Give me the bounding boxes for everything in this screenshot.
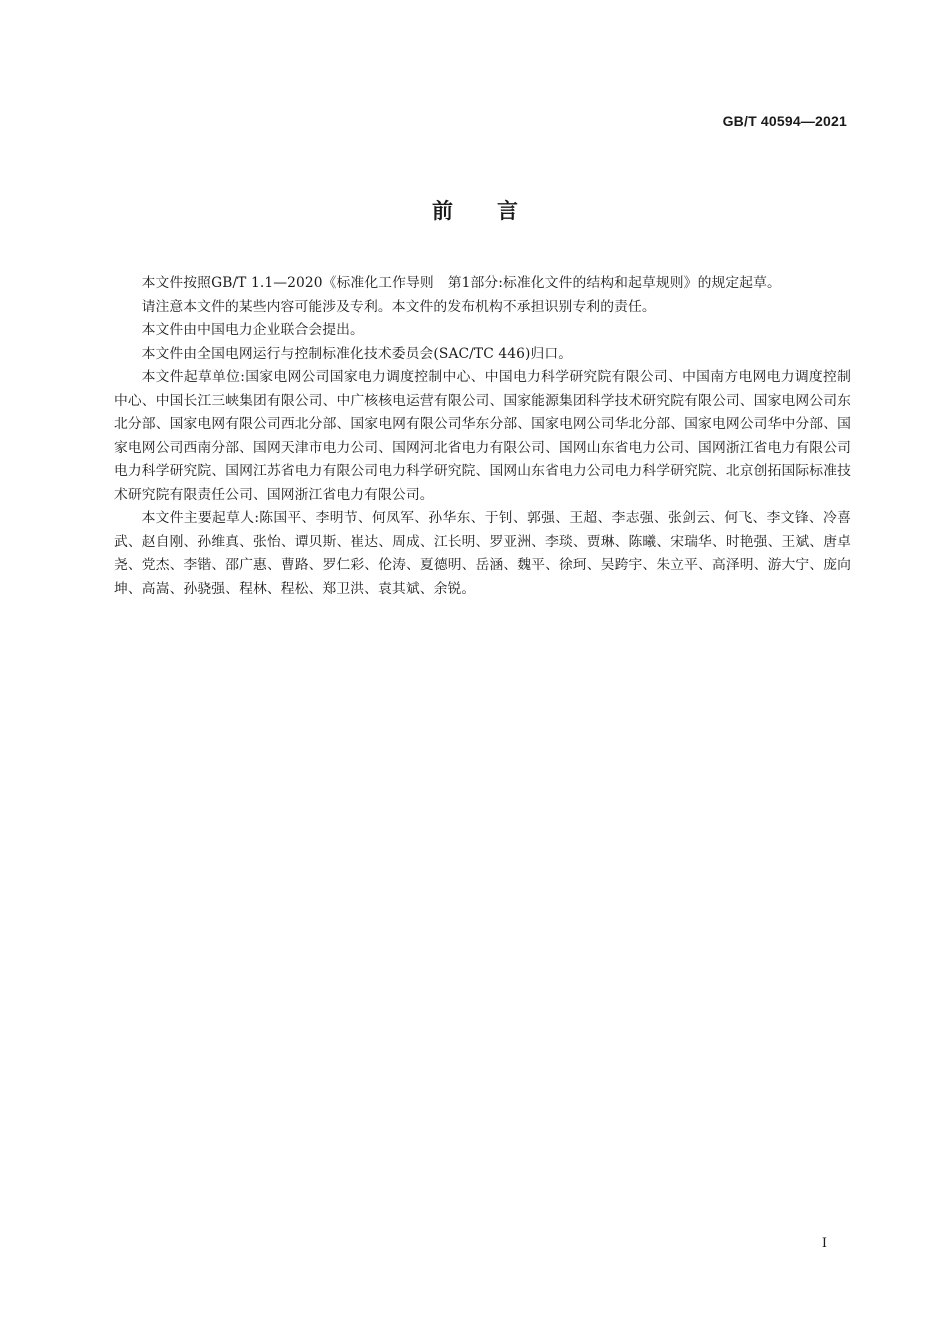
paragraph-drafting-units: 本文件起草单位:国家电网公司国家电力调度控制中心、中国电力科学研究院有限公司、中国南方电网电力调度控制中心、中国长江三峡集团有限公司、中广核核电运营有限公司、国家能源集团科学技术研究院有限公司、国家电网公司东北分部、国家电网有限公司西北分部、国家电网有限公司华东分部、国家电网公司华北分部、国家电网公司华中分部、国家电网公司西南分部、国网天津市电力公司、国网河北省电力有限公司、国网山东省电力公司、国网浙江省电力有限公司电力科学研究院、国网江苏省电力有限公司电力科学研究院、国网山东省电力公司电力科学研究院、北京创拓国际标准技术研究院有限责任公司、国网浙江省电力有限公司。: [114, 369, 851, 503]
standard-number: GB/T 40594—2021: [722, 113, 847, 129]
page-title: 前言: [432, 199, 562, 223]
paragraph-main-drafters: 本文件主要起草人:陈国平、李明节、何凤军、孙华东、于钊、郭强、王超、李志强、张剑云、何飞、李文锋、冷喜武、赵自刚、孙维真、张怡、谭贝斯、崔达、周成、江长明、罗亚洲、李琰、贾琳、陈曦、宋瑞华、时艳强、王斌、唐卓尧、党杰、李锴、邵广惠、曹路、罗仁彩、伦涛、夏德明、岳涵、魏平、徐珂、吴跨宇、朱立平、高泽明、游大宁、庞向坤、高嵩、孙骁强、程林、程松、郑卫洪、袁其斌、余锐。: [114, 510, 851, 597]
paragraph-patent-notice: 请注意本文件的某些内容可能涉及专利。本文件的发布机构不承担识别专利的责任。: [141, 298, 656, 315]
page-number: I: [821, 1236, 827, 1251]
paragraph-drafting-rules: 本文件按照GB/T 1.1—2020《标准化工作导则 第1部分:标准化文件的结构和起草规则》的规定起草。: [141, 275, 781, 291]
paragraph-proposed-by: 本文件由中国电力企业联合会提出。: [141, 322, 364, 338]
foreword-body: [114, 272, 851, 601]
paragraph-under-jurisdiction: 本文件由全国电网运行与控制标准化技术委员会(SAC/TC 446)归口。: [141, 345, 573, 362]
